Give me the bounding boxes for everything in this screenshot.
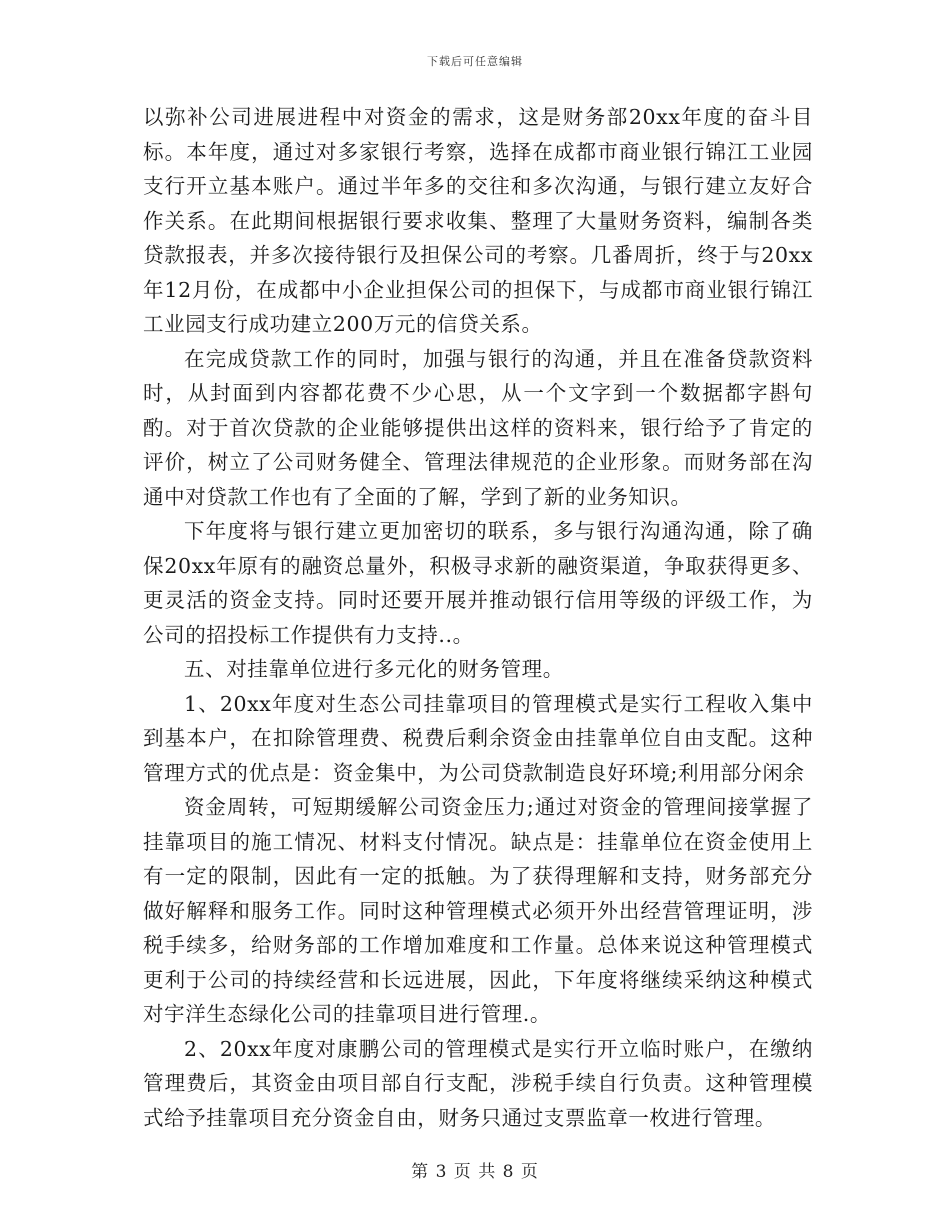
paragraph-bank-communication: 在完成贷款工作的同时，加强与银行的沟通，并且在准备贷款资料时，从封面到内容都花费不少心思，从一个文字到一个数据都字斟句酌。对于首次贷款的企业能够提供出这样的资料来，银行给予了肯定的评价，树立了公司财务健全、管理法律规范的企业形象。而财务部在沟通中对贷款工作也有了全面的了解，学到了新的业务知识。 (143, 346, 813, 509)
section-heading-affiliated-units: 五、对挂靠单位进行多元化的财务管理。 (184, 657, 564, 681)
page-header-note: 下载后可任意编辑 (427, 55, 523, 68)
page-number-footer: 第 3 页 共 8 页 (411, 1162, 539, 1182)
paragraph-loan-summary: 以弥补公司进展进程中对资金的需求，这是财务部20xx年度的奋斗目标。本年度，通过对多家银行考察，选择在成都市商业银行锦江工业园支行开立基本账户。通过半年多的交往和多次沟通，与银行建立友好合作关系。在此期间根据银行要求收集、整理了大量财务资料，编制各类贷款报表，并多次接待银行及担保公司的考察。几番周折，终于与20xx年12月份，在成都中小企业担保公司的担保下，与成都市商业银行锦江工业园支行成功建立200万元的信贷关系。 (143, 105, 813, 336)
paragraph-item-1-continued: 资金周转，可短期缓解公司资金压力;通过对资金的管理间接掌握了挂靠项目的施工情况、材料支付情况。缺点是：挂靠单位在资金使用上有一定的限制，因此有一定的抵触。为了获得理解和支持，财务部充分做好解释和服务工作。同时这种管理模式必须开外出经营管理证明，涉税手续多，给财务部的工作增加难度和工作量。总体来说这种管理模式更利于公司的持续经营和长远进展，因此，下年度将继续采纳这种模式对宇洋生态绿化公司的挂靠项目进行管理.。 (143, 795, 813, 1026)
paragraph-item-1: 1、20xx年度对生态公司挂靠项目的管理模式是实行工程收入集中到基本户，在扣除管理费、税费后剩余资金由挂靠单位自由支配。这种管理方式的优点是：资金集中，为公司贷款制造良好环境;利用部分闲余 (143, 691, 813, 785)
document-body (143, 100, 813, 1135)
paragraph-next-year-plan: 下年度将与银行建立更加密切的联系，多与银行沟通沟通，除了确保20xx年原有的融资总量外，积极寻求新的融资渠道，争取获得更多、更灵活的资金支持。同时还要开展并推动银行信用等级的评级工作，为公司的招投标工作提供有力支持..。 (143, 519, 813, 647)
paragraph-item-2: 2、20xx年度对康鹏公司的管理模式是实行开立临时账户，在缴纳管理费后，其资金由项目部自行支配，涉税手续自行负责。这种管理模式给予挂靠项目充分资金自由，财务只通过支票监章一枚进行管理。 (143, 1036, 813, 1130)
